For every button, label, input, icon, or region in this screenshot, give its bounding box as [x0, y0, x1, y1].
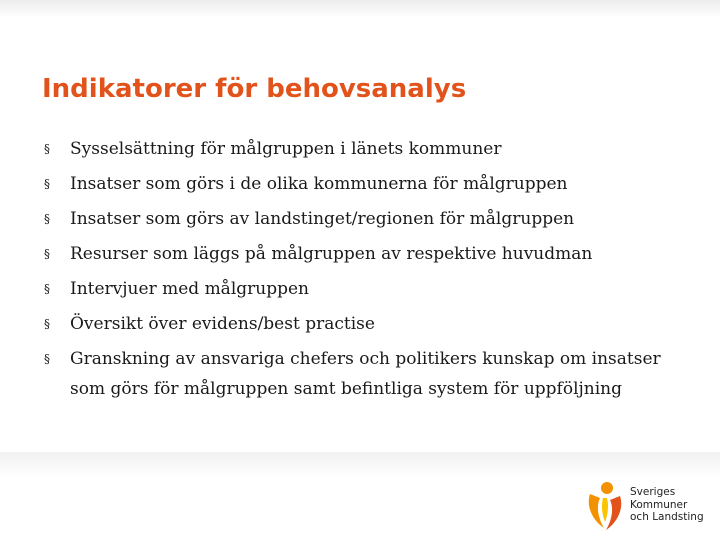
bullet-text: Insatser som görs i de olika kommunerna för målgruppen [70, 174, 568, 194]
organization-logo [584, 478, 714, 532]
bullet-text: Resurser som läggs på målgruppen av respektive huvudman [70, 244, 593, 264]
bullet-icon: § [44, 247, 50, 261]
bullet-item [44, 309, 684, 339]
bullet-icon: § [44, 142, 50, 156]
slide-title: Indikatorer för behovsanalys [42, 74, 467, 104]
bullet-icon: § [44, 177, 50, 191]
bullet-text: Granskning av ansvariga chefers och politikers kunskap om insatser som görs för målgruppen samt befintliga system för uppföljning [70, 349, 661, 399]
skl-figure-icon [584, 478, 626, 532]
bullet-text: Insatser som görs av landstinget/regionen för målgruppen [70, 209, 575, 229]
bullet-icon: § [44, 212, 50, 226]
logo-line: Sveriges [630, 486, 676, 498]
logo-line: och Landsting [630, 511, 704, 523]
top-band [0, 0, 720, 18]
bullet-list [44, 134, 684, 409]
bullet-icon: § [44, 282, 50, 296]
logo-text [630, 486, 704, 524]
bullet-item [44, 344, 684, 404]
bullet-icon: § [44, 317, 50, 331]
logo-line: Kommuner [630, 498, 688, 511]
bullet-item [44, 239, 684, 269]
bullet-item [44, 274, 684, 304]
bullet-icon: § [44, 352, 50, 366]
bullet-item [44, 134, 684, 164]
bullet-text: Intervjuer med målgruppen [70, 279, 309, 299]
bullet-text: Sysselsättning för målgruppen i länets kommuner [70, 139, 502, 159]
bullet-item [44, 204, 684, 234]
bullet-text: Översikt över evidens/best practise [70, 314, 375, 334]
bullet-item [44, 169, 684, 199]
